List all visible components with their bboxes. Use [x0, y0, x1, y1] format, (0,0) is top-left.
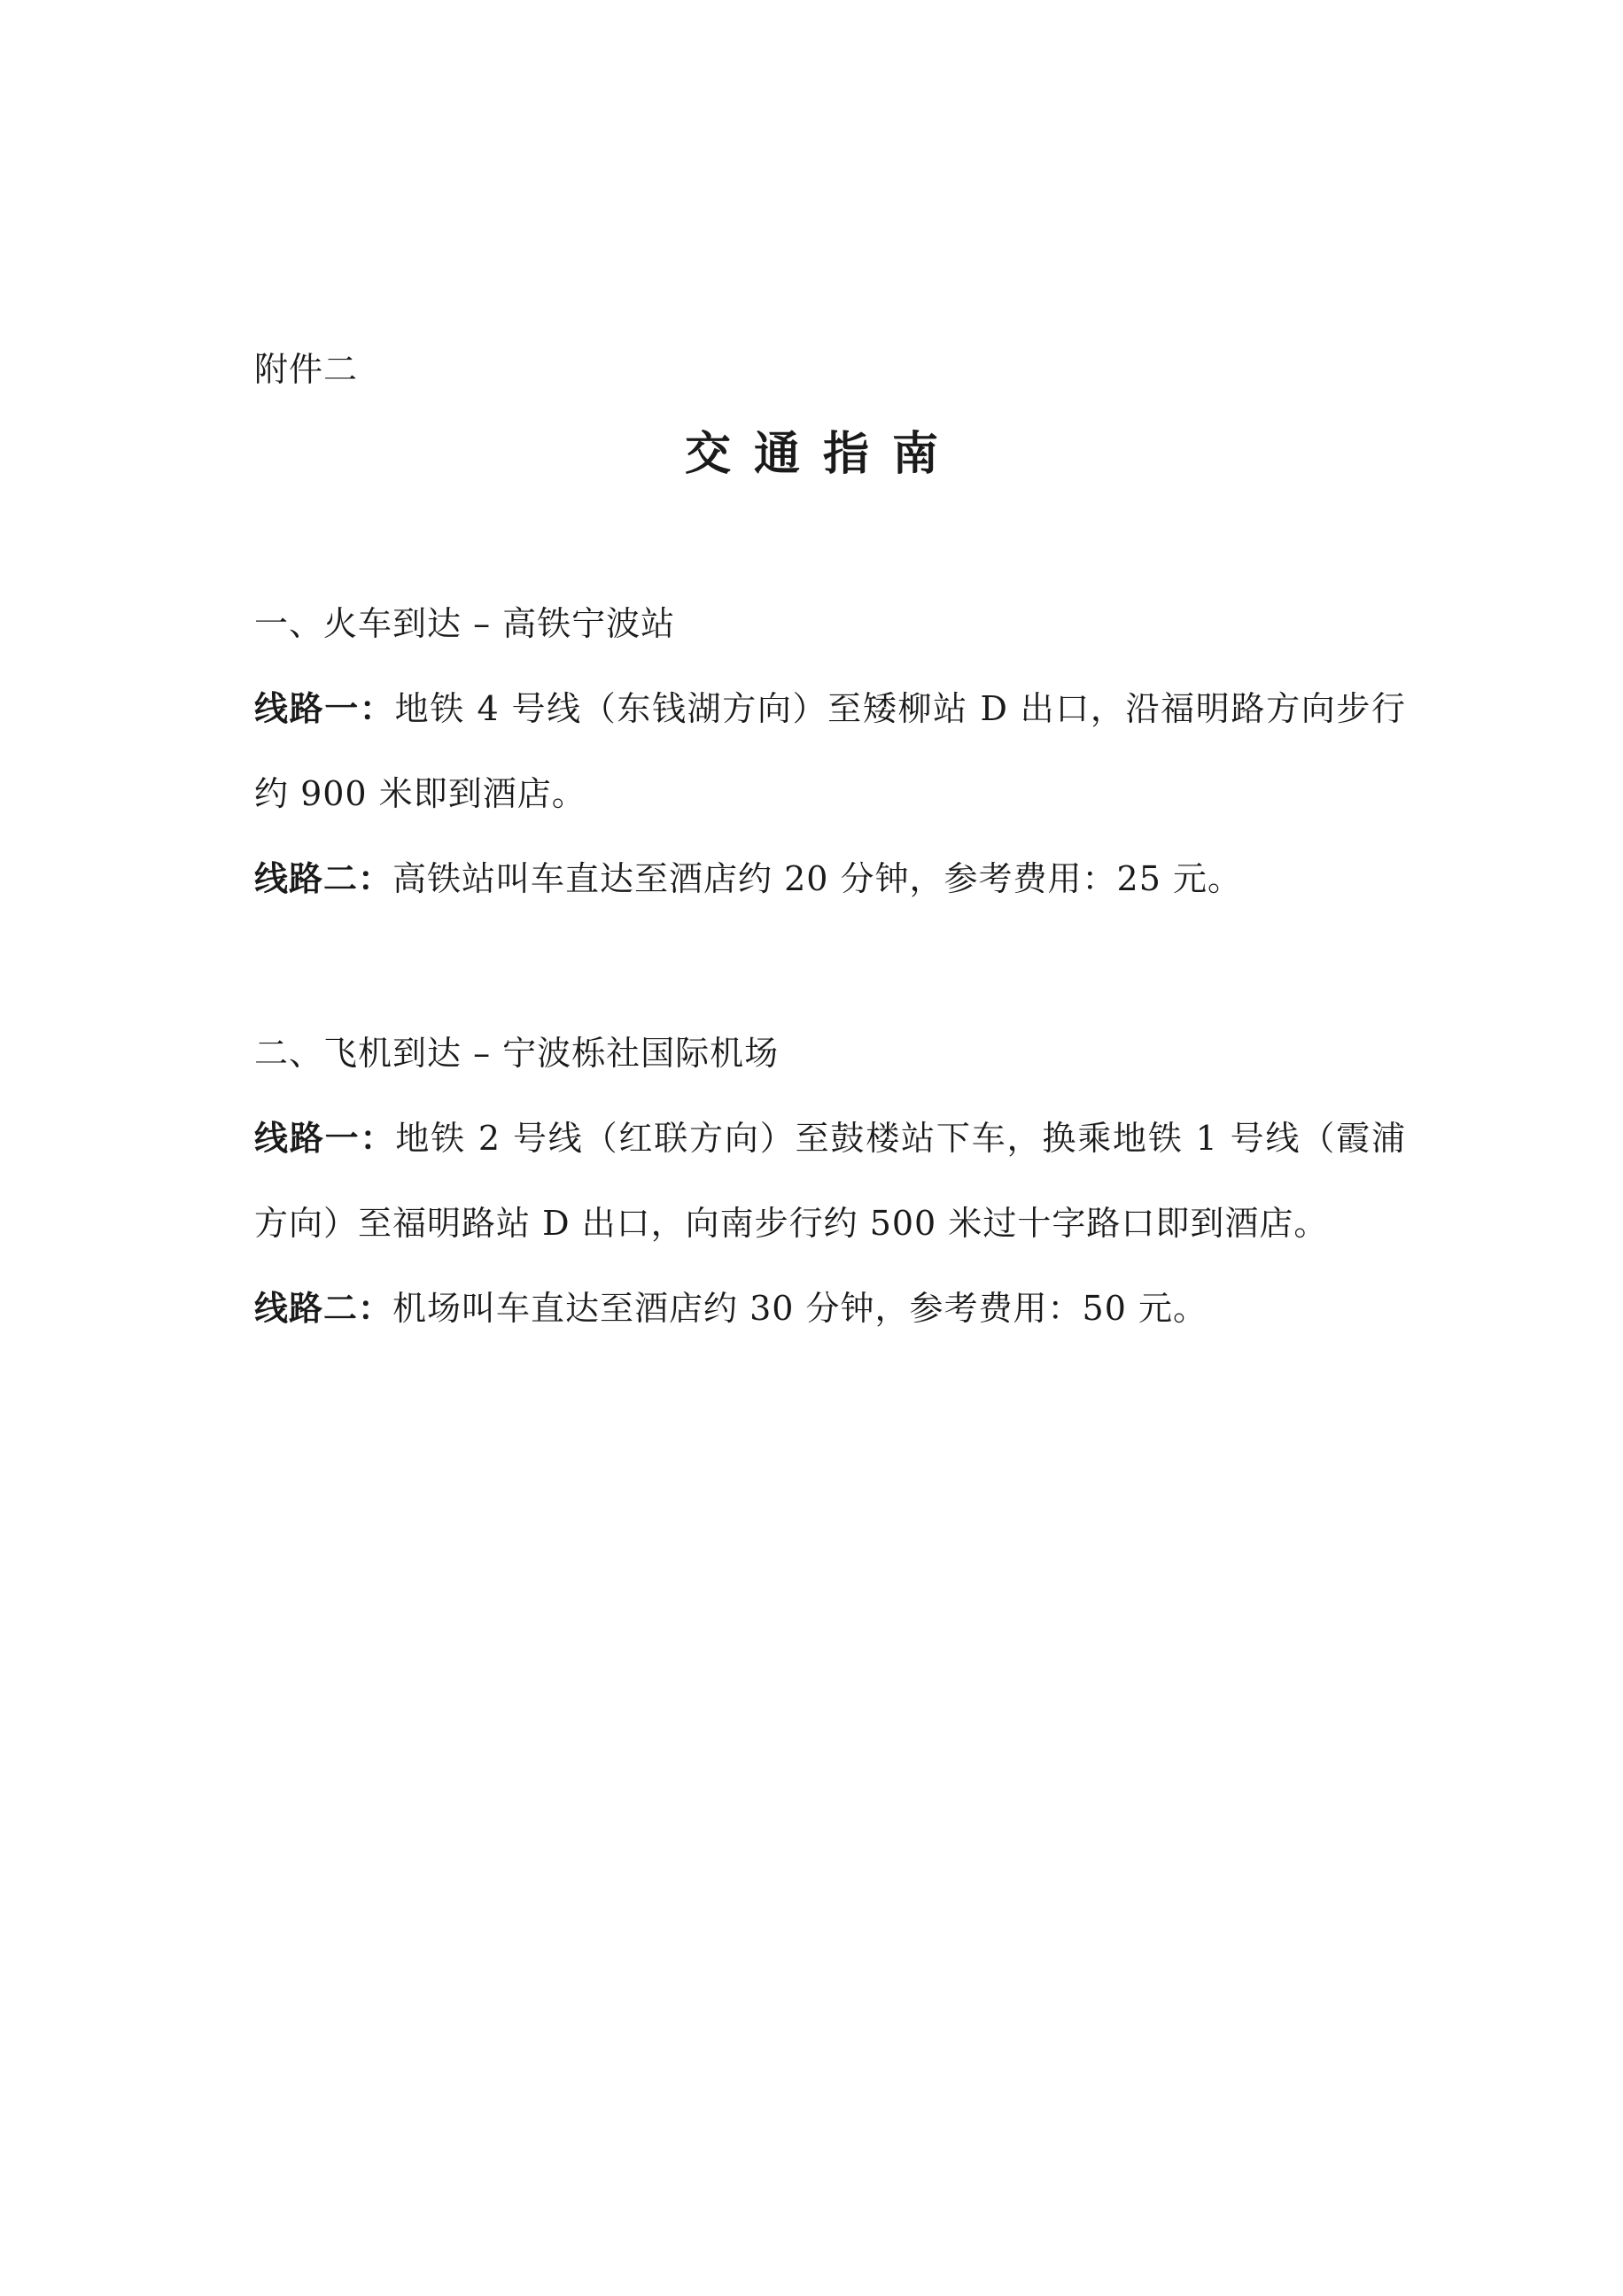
route-label: 线路二：: [254, 859, 393, 898]
page-title: 交通指南: [684, 428, 961, 481]
section-heading: 二、飞机到达 – 宁波栎社国际机场: [254, 1034, 780, 1073]
route-item: [254, 1266, 1406, 1351]
section-plane-arrival: [254, 1032, 1406, 1351]
route-item: [254, 836, 1406, 921]
section-train-arrival: [254, 602, 1406, 921]
route-text: 地铁 4 号线（东钱湖方向）至矮柳站 D 出口，沿福明路方向步行约 900 米即到酒店。: [254, 689, 1406, 813]
route-label: 线路二：: [254, 1289, 393, 1328]
route-list: [254, 666, 1406, 921]
route-item: [254, 1096, 1406, 1266]
route-text: 地铁 2 号线（红联方向）至鼓楼站下车，换乘地铁 1 号线（霞浦方向）至福明路站 D 出口，向南步行约 500 米过十字路口即到酒店。: [254, 1119, 1406, 1243]
route-text: 机场叫车直达至酒店约 30 分钟，参考费用：50 元。: [392, 1289, 1208, 1328]
route-text: 高铁站叫车直达至酒店约 20 分钟，参考费用：25 元。: [392, 859, 1242, 898]
section-heading: 一、火车到达 – 高铁宁波站: [254, 604, 676, 643]
route-label: 线路一：: [254, 1119, 396, 1158]
attachment-label: 附件二: [254, 350, 359, 389]
route-item: [254, 666, 1406, 836]
route-list: [254, 1096, 1406, 1351]
route-label: 线路一：: [254, 689, 395, 728]
